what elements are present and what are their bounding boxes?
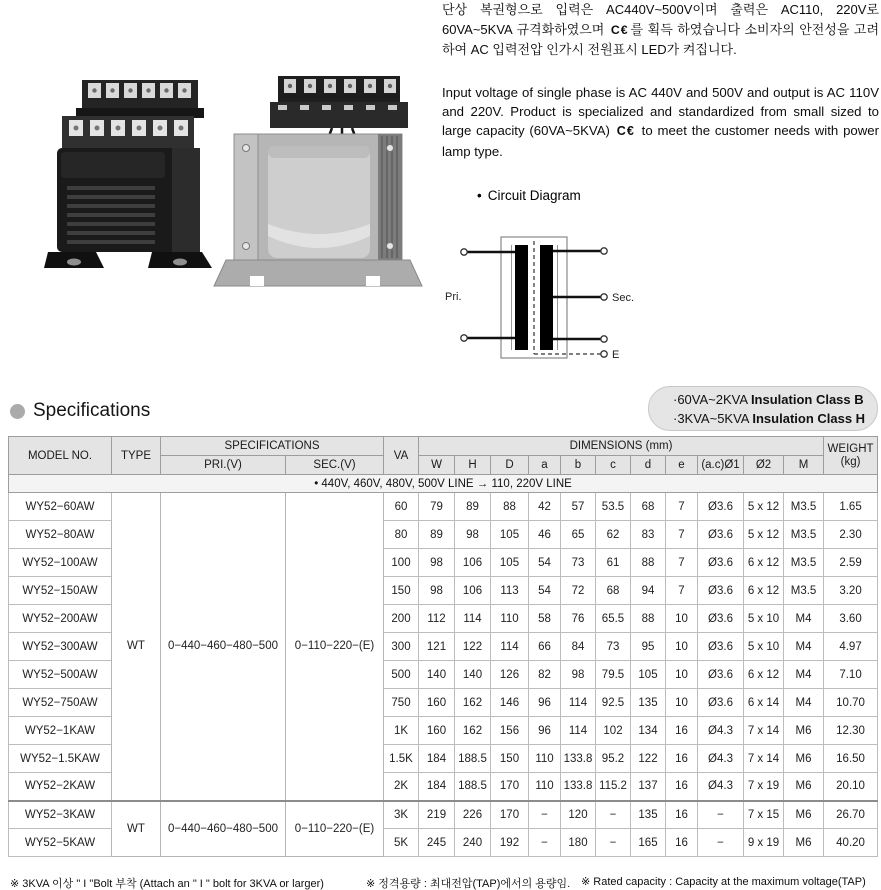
va-cell: 100 — [384, 549, 419, 577]
dim-cell-7: 16 — [666, 773, 698, 801]
dim-cell-3: 82 — [529, 661, 561, 689]
dim-cell-8: Ø4.3 — [698, 717, 744, 745]
dim-cell-4: 120 — [561, 801, 596, 829]
model-cell: WY52−150AW — [9, 577, 112, 605]
weight-cell: 2.59 — [824, 549, 878, 577]
dim-cell-5: 115.2 — [596, 773, 631, 801]
va-cell: 200 — [384, 605, 419, 633]
dim-cell-5: 92.5 — [596, 689, 631, 717]
dim-cell-1: 106 — [455, 549, 491, 577]
dim-cell-9: 5 x 10 — [744, 633, 784, 661]
header-dim-h: H — [455, 456, 491, 475]
pri-voltage-cell: 0−440−460−480−500 — [161, 801, 286, 857]
dim-cell-10: M3.5 — [784, 493, 824, 521]
header-dim-e: e — [666, 456, 698, 475]
dim-cell-0: 184 — [419, 773, 455, 801]
dim-cell-4: 73 — [561, 549, 596, 577]
dim-cell-2: 114 — [491, 633, 529, 661]
dim-cell-8: Ø3.6 — [698, 577, 744, 605]
primary-terminal-bottom — [461, 335, 467, 341]
model-cell: WY52−200AW — [9, 605, 112, 633]
dim-cell-3: 66 — [529, 633, 561, 661]
va-cell: 500 — [384, 661, 419, 689]
secondary-winding — [540, 245, 553, 350]
dim-cell-5: 61 — [596, 549, 631, 577]
model-cell: WY52−300AW — [9, 633, 112, 661]
dim-cell-0: 219 — [419, 801, 455, 829]
primary-winding — [515, 245, 528, 350]
dim-cell-7: 7 — [666, 521, 698, 549]
dim-cell-4: 180 — [561, 829, 596, 857]
dim-cell-10: M3.5 — [784, 549, 824, 577]
header-dim-m: M — [784, 456, 824, 475]
header-dim-w: W — [419, 456, 455, 475]
dim-cell-6: 88 — [631, 549, 666, 577]
dim-cell-0: 140 — [419, 661, 455, 689]
dim-cell-1: 122 — [455, 633, 491, 661]
product-photos — [36, 54, 438, 324]
header-dim-c: c — [596, 456, 631, 475]
intro-english-paragraph — [442, 83, 879, 161]
dim-cell-2: 110 — [491, 605, 529, 633]
dim-cell-1: 162 — [455, 689, 491, 717]
english-text-a: Input voltage of single phase is AC 440V and 500V and output is AC 110V and 220V. Product is specialized and standardized from small sized to large capacity (60VA~5KVA) — [442, 85, 879, 139]
ce-mark-icon: C€ — [616, 124, 635, 139]
insulation-class-note — [648, 386, 878, 431]
dim-cell-4: 57 — [561, 493, 596, 521]
model-cell: WY52−1KAW — [9, 717, 112, 745]
dim-cell-8: Ø3.6 — [698, 605, 744, 633]
model-cell: WY52−1.5KAW — [9, 745, 112, 773]
header-pri: PRI.(V) — [161, 456, 286, 475]
voltage-line-note-row — [9, 475, 878, 493]
weight-cell: 1.65 — [824, 493, 878, 521]
va-cell: 300 — [384, 633, 419, 661]
dim-cell-8: Ø3.6 — [698, 549, 744, 577]
dim-cell-8: Ø3.6 — [698, 633, 744, 661]
dim-cell-5: − — [596, 801, 631, 829]
weight-cell: 4.97 — [824, 633, 878, 661]
dim-cell-10: M6 — [784, 829, 824, 857]
model-cell: WY52−500AW — [9, 661, 112, 689]
dim-cell-6: 95 — [631, 633, 666, 661]
dim-cell-0: 79 — [419, 493, 455, 521]
ce-mark-icon: C€ — [610, 22, 629, 37]
footnote-bolt: ※ 3KVA 이상 " I "Bolt 부착 (Attach an " I " bolt for 3KVA or larger) — [10, 878, 324, 890]
circuit-diagram-title — [477, 188, 581, 203]
dim-cell-3: 58 — [529, 605, 561, 633]
model-cell: WY52−80AW — [9, 521, 112, 549]
bullet-icon: • — [477, 188, 482, 203]
dim-cell-4: 76 — [561, 605, 596, 633]
va-cell: 1K — [384, 717, 419, 745]
header-weight: WEIGHT (kg) — [824, 437, 878, 475]
va-cell: 750 — [384, 689, 419, 717]
va-cell: 1.5K — [384, 745, 419, 773]
dim-cell-2: 170 — [491, 801, 529, 829]
dim-cell-0: 89 — [419, 521, 455, 549]
dim-cell-8: Ø4.3 — [698, 745, 744, 773]
va-cell: 80 — [384, 521, 419, 549]
dim-cell-4: 133.8 — [561, 745, 596, 773]
model-cell: WY52−750AW — [9, 689, 112, 717]
dim-cell-1: 114 — [455, 605, 491, 633]
dim-cell-6: 134 — [631, 717, 666, 745]
dim-cell-7: 10 — [666, 661, 698, 689]
intro-korean-paragraph — [442, 0, 879, 60]
secondary-terminal-mid — [601, 294, 607, 300]
dim-cell-0: 98 — [419, 549, 455, 577]
dim-cell-6: 68 — [631, 493, 666, 521]
dim-cell-9: 5 x 12 — [744, 493, 784, 521]
secondary-terminal-top — [601, 248, 607, 254]
model-cell: WY52−2KAW — [9, 773, 112, 801]
dim-cell-6: 135 — [631, 689, 666, 717]
dim-cell-3: 46 — [529, 521, 561, 549]
sec-voltage-cell: 0−110−220−(E) — [286, 493, 384, 801]
dim-cell-4: 98 — [561, 661, 596, 689]
english-text-b: to meet the customer needs with power lamp type. — [442, 123, 880, 159]
dim-cell-10: M4 — [784, 661, 824, 689]
dim-cell-7: 7 — [666, 549, 698, 577]
dim-cell-7: 16 — [666, 801, 698, 829]
footnote-capacity-english: ※ Rated capacity : Capacity at the maximum voltage(TAP) — [581, 876, 866, 888]
black-transformer-photo — [44, 80, 212, 268]
dim-cell-5: 65.5 — [596, 605, 631, 633]
type-cell: WT — [112, 801, 161, 857]
dim-cell-5: 73 — [596, 633, 631, 661]
dim-cell-0: 98 — [419, 577, 455, 605]
dim-cell-1: 106 — [455, 577, 491, 605]
dim-cell-4: 65 — [561, 521, 596, 549]
header-type: TYPE — [112, 437, 161, 475]
dim-cell-2: 170 — [491, 773, 529, 801]
table-row — [9, 493, 878, 521]
dim-cell-7: 16 — [666, 829, 698, 857]
header-dim-d: D — [491, 456, 529, 475]
dim-cell-10: M6 — [784, 745, 824, 773]
dim-cell-6: 83 — [631, 521, 666, 549]
dim-cell-3: 42 — [529, 493, 561, 521]
header-dim-ac-dia1: (a.c)Ø1 — [698, 456, 744, 475]
dim-cell-7: 7 — [666, 577, 698, 605]
dim-cell-3: 54 — [529, 549, 561, 577]
pri-label: Pri. — [445, 291, 462, 303]
header-model: MODEL NO. — [9, 437, 112, 475]
dim-cell-1: 240 — [455, 829, 491, 857]
dim-cell-6: 94 — [631, 577, 666, 605]
dim-cell-2: 105 — [491, 549, 529, 577]
dim-cell-2: 88 — [491, 493, 529, 521]
dim-cell-9: 5 x 10 — [744, 605, 784, 633]
dim-cell-5: 53.5 — [596, 493, 631, 521]
dim-cell-8: Ø3.6 — [698, 661, 744, 689]
dim-cell-7: 7 — [666, 493, 698, 521]
dim-cell-10: M4 — [784, 605, 824, 633]
dim-cell-3: − — [529, 829, 561, 857]
model-cell: WY52−60AW — [9, 493, 112, 521]
dim-cell-5: − — [596, 829, 631, 857]
dim-cell-3: 96 — [529, 717, 561, 745]
header-dim-b: b — [561, 456, 596, 475]
header-va: VA — [384, 437, 419, 475]
specifications-heading — [10, 400, 150, 422]
pri-voltage-cell: 0−440−460−480−500 — [161, 493, 286, 801]
dim-cell-3: 54 — [529, 577, 561, 605]
dim-cell-10: M4 — [784, 633, 824, 661]
korean-text-a: 단상 복권형으로 입력은 AC440V~500V이며 출력은 AC110, 220V로 60VA~5KVA 규격화하였으며 — [442, 2, 879, 37]
va-cell: 2K — [384, 773, 419, 801]
model-cell: WY52−100AW — [9, 549, 112, 577]
dim-cell-9: 7 x 15 — [744, 801, 784, 829]
header-sec: SEC.(V) — [286, 456, 384, 475]
dim-cell-5: 62 — [596, 521, 631, 549]
spec-table-rows — [9, 475, 878, 857]
dim-cell-0: 160 — [419, 689, 455, 717]
dim-cell-10: M4 — [784, 689, 824, 717]
specifications-table — [8, 436, 878, 857]
dim-cell-1: 188.5 — [455, 773, 491, 801]
dim-cell-9: 6 x 12 — [744, 661, 784, 689]
dim-cell-5: 102 — [596, 717, 631, 745]
dim-cell-9: 9 x 19 — [744, 829, 784, 857]
dim-cell-3: − — [529, 801, 561, 829]
dim-cell-3: 110 — [529, 773, 561, 801]
type-cell: WT — [112, 493, 161, 801]
dim-cell-7: 16 — [666, 745, 698, 773]
dim-cell-9: 6 x 14 — [744, 689, 784, 717]
dim-cell-10: M6 — [784, 801, 824, 829]
dim-cell-6: 122 — [631, 745, 666, 773]
dim-cell-2: 105 — [491, 521, 529, 549]
weight-cell: 3.60 — [824, 605, 878, 633]
bullet-circle-icon — [10, 404, 25, 419]
weight-cell: 12.30 — [824, 717, 878, 745]
dim-cell-9: 7 x 19 — [744, 773, 784, 801]
dim-cell-9: 7 x 14 — [744, 717, 784, 745]
va-cell: 150 — [384, 577, 419, 605]
dim-cell-8: Ø3.6 — [698, 493, 744, 521]
dim-cell-4: 114 — [561, 689, 596, 717]
dim-cell-1: 140 — [455, 661, 491, 689]
dim-cell-10: M6 — [784, 717, 824, 745]
footnote-capacity-korean: ※ 정격용량 : 최대전압(TAP)에서의 용량임. — [366, 878, 571, 890]
insulation-line-2: ·3KVA~5KVA Insulation Class H — [673, 411, 866, 426]
dim-cell-8: Ø4.3 — [698, 773, 744, 801]
dim-cell-9: 5 x 12 — [744, 521, 784, 549]
va-cell: 60 — [384, 493, 419, 521]
header-dim-a: a — [529, 456, 561, 475]
dim-cell-7: 16 — [666, 717, 698, 745]
dim-cell-5: 68 — [596, 577, 631, 605]
weight-cell: 26.70 — [824, 801, 878, 829]
dim-cell-4: 84 — [561, 633, 596, 661]
korean-text-b: 를 획득 하였습니다 소비자의 안전성을 고려하여 AC 입력전압 인가시 전원표시 LED가 켜집니다. — [442, 21, 880, 57]
primary-terminal-top — [461, 249, 467, 255]
model-cell: WY52−3KAW — [9, 801, 112, 829]
circuit-title-label: Circuit Diagram — [487, 188, 581, 203]
dim-cell-1: 188.5 — [455, 745, 491, 773]
dim-cell-4: 133.8 — [561, 773, 596, 801]
header-specifications: SPECIFICATIONS — [161, 437, 384, 456]
dim-cell-9: 6 x 12 — [744, 549, 784, 577]
header-dimensions: DIMENSIONS (mm) — [419, 437, 824, 456]
dim-cell-7: 10 — [666, 605, 698, 633]
dim-cell-0: 112 — [419, 605, 455, 633]
weight-cell: 40.20 — [824, 829, 878, 857]
dim-cell-3: 110 — [529, 745, 561, 773]
dim-cell-1: 98 — [455, 521, 491, 549]
dim-cell-7: 10 — [666, 689, 698, 717]
secondary-terminal-bottom — [601, 336, 607, 342]
dim-cell-10: M6 — [784, 773, 824, 801]
dim-cell-7: 10 — [666, 633, 698, 661]
gray-transformer-photo — [214, 76, 422, 286]
header-dim-dia2: Ø2 — [744, 456, 784, 475]
specifications-heading-label: Specifications — [33, 400, 151, 421]
dim-cell-6: 137 — [631, 773, 666, 801]
earth-terminal — [601, 351, 607, 357]
dim-cell-6: 135 — [631, 801, 666, 829]
insulation-line-1: ·60VA~2KVA Insulation Class B — [673, 392, 864, 407]
weight-cell: 2.30 — [824, 521, 878, 549]
voltage-line-note: • 440V, 460V, 480V, 500V LINE → 110, 220V LINE — [9, 475, 878, 493]
dim-cell-6: 88 — [631, 605, 666, 633]
dim-cell-0: 121 — [419, 633, 455, 661]
va-cell: 5K — [384, 829, 419, 857]
dim-cell-8: Ø3.6 — [698, 521, 744, 549]
dim-cell-1: 162 — [455, 717, 491, 745]
dim-cell-2: 146 — [491, 689, 529, 717]
dim-cell-8: Ø3.6 — [698, 689, 744, 717]
header-dim-d2: d — [631, 456, 666, 475]
dim-cell-2: 150 — [491, 745, 529, 773]
dim-cell-1: 226 — [455, 801, 491, 829]
dim-cell-6: 165 — [631, 829, 666, 857]
dim-cell-2: 192 — [491, 829, 529, 857]
dim-cell-5: 95.2 — [596, 745, 631, 773]
dim-cell-10: M3.5 — [784, 577, 824, 605]
model-cell: WY52−5KAW — [9, 829, 112, 857]
sec-voltage-cell: 0−110−220−(E) — [286, 801, 384, 857]
dim-cell-0: 160 — [419, 717, 455, 745]
dim-cell-9: 7 x 14 — [744, 745, 784, 773]
table-row — [9, 801, 878, 829]
weight-cell: 10.70 — [824, 689, 878, 717]
dim-cell-6: 105 — [631, 661, 666, 689]
e-label: E — [612, 349, 620, 361]
dim-cell-10: M3.5 — [784, 521, 824, 549]
dim-cell-8: − — [698, 829, 744, 857]
dim-cell-3: 96 — [529, 689, 561, 717]
dim-cell-2: 113 — [491, 577, 529, 605]
va-cell: 3K — [384, 801, 419, 829]
dim-cell-4: 72 — [561, 577, 596, 605]
dim-cell-2: 156 — [491, 717, 529, 745]
weight-cell: 7.10 — [824, 661, 878, 689]
dim-cell-1: 89 — [455, 493, 491, 521]
weight-cell: 3.20 — [824, 577, 878, 605]
dim-cell-0: 245 — [419, 829, 455, 857]
weight-cell: 16.50 — [824, 745, 878, 773]
dim-cell-2: 126 — [491, 661, 529, 689]
circuit-diagram — [443, 228, 643, 368]
dim-cell-5: 79.5 — [596, 661, 631, 689]
dim-cell-4: 114 — [561, 717, 596, 745]
weight-cell: 20.10 — [824, 773, 878, 801]
dim-cell-0: 184 — [419, 745, 455, 773]
sec-label: Sec. — [612, 292, 635, 304]
dim-cell-8: − — [698, 801, 744, 829]
dim-cell-9: 6 x 12 — [744, 577, 784, 605]
